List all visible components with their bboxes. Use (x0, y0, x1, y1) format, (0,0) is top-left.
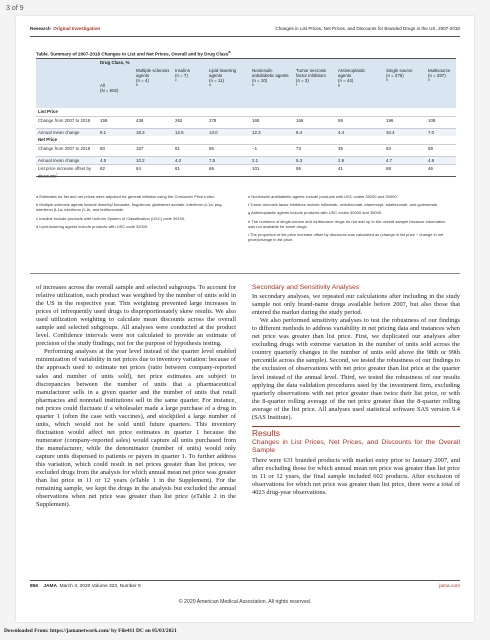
column-sample-size: (n = 287) (428, 73, 446, 78)
page-number: 856 (30, 584, 39, 589)
footnote: c Insulins include products with Uniform System of Classification (USC) code 39100. (36, 215, 186, 221)
column-footnote-marker: c (175, 78, 177, 82)
table-cell: 62 (100, 166, 105, 171)
row-label (38, 119, 98, 124)
table-cell: 59 (338, 118, 343, 123)
column-footnote-marker: g (338, 83, 340, 87)
body-paragraph: We also performed sensitivity analyses to test the robustness of our findings to different methods to address variability in net pricing data and instances when net price was greater than list price. First, we duplicated our analyses after excluding drugs with extreme variation in the number of units sold across the country quarterly changes in the number of units sold above the 98th or 99th percentile across the sample). Second, we tested the robustness of our findings to the exclusion of observations with net price greater than list price at the quarter level instead of the annual level. Third, we tested the robustness of our results applying the data validation procedures used by the investment firm, excluding quarterly observations with net price greater than twice their list price, or with the 8-quarter rolling average of the net price greater than the 8-quarter rolling average of the list price. All analyses used statistical software SAS version 9.4 (SAS Institute). (252, 317, 460, 421)
copyright-notice: © 2020 American Medical Association. All rights reserved. (178, 599, 312, 605)
column-name: Noninsulin antidiabetic agents (252, 68, 289, 78)
column-sample-size: (n = 4) (136, 78, 149, 83)
footnote: g Antineoplastic agents include products with USC codes 30000 and 35000. (248, 210, 383, 216)
row-label-text: Change from 2007 to 2018 (38, 118, 91, 123)
header-rule (30, 36, 460, 37)
table-body (36, 108, 456, 177)
table-cell: 159 (100, 118, 108, 123)
table-cell: 46 (428, 166, 433, 171)
footnote: i The proportion of list price increase offset by discounts was calculated as (change in list price − change in net price)/change in list price. (248, 232, 444, 243)
table-end-rule (36, 176, 456, 177)
body-column-right (252, 284, 460, 497)
section-label (30, 26, 100, 31)
table-cell: 2.9 (338, 158, 345, 163)
column-name: Insulins (175, 68, 190, 73)
table-cell: 59 (428, 146, 433, 151)
column-footnote-marker: b (136, 83, 138, 87)
table-cell: 4.4 (338, 130, 345, 135)
article-page (16, 16, 474, 622)
column-name: All (100, 83, 105, 88)
body-paragraph: Performing analyses at the year level instead of the quarter level enabled minimization of variability in net prices due to inventory variation: because of the approach used to estimate net prices (ratio between company-reported sales and number of units sold), net price estimates are subject to discrepancies between the number of units that a pharmaceutical manufacturer sells in a given quarter and the number of units that retail pharmacies and nonretail institutions sell in the same quarter. For instance, net prices could fluctuate if a wholesaler made a large purchase of a drug in quarter 1 (often the case with vaccines), and stockpiled a large number of units, which would not be sold until future quarters. This inventory fluctuation would affect net price estimates in quarter 1 because the numerator (company-reported sales) would capture all units purchased from the manufacturer, while the denominator (number of units) would only capture units dispensed to patients or payers in quarter 1. To further address this variation, which could result in net prices greater than list prices, we excluded drugs from the analysis for which annual mean net price was greater than list price in 11 or 12 years (eTable 1 in the Supplement). For the remaining sample, we kept the drugs in the analysis but excluded the annual observations when net price was greater than list price (eTable 2 in the Supplement). (36, 348, 237, 509)
table-cell: 12.3 (252, 130, 261, 135)
row-label-text: List price increase offset by discounts (38, 166, 92, 179)
table-cell: 56 (296, 166, 301, 171)
column-name: Tumor necrosis factor inhibitors (296, 68, 327, 78)
column-footnote-marker: e (252, 83, 254, 87)
running-title: Changes in List Prices, Net Prices, and Discounts for Branded Drugs in the US, 2007-2018 (275, 26, 460, 31)
table-title-footnote: a (228, 50, 231, 54)
column-footnote-marker: f (296, 83, 297, 87)
table-cell: 9.1 (100, 130, 107, 135)
column-sample-size: (n = 276) (386, 73, 404, 78)
table-row (36, 164, 456, 179)
table-section-label: List Price (36, 108, 456, 116)
table-row (36, 144, 456, 156)
table-cell: 262 (175, 118, 183, 123)
page-footer (30, 584, 460, 589)
column-name: Multiple sclerosis agents (136, 68, 170, 78)
table-cell: 81 (175, 166, 180, 171)
table-cell: 13.0 (209, 130, 218, 135)
section-type: Original Investigation (53, 26, 101, 31)
row-label (38, 147, 98, 152)
footnote: d Lipid-lowering agents include products with USC code 32000. (36, 223, 149, 229)
table-footnotes-right (248, 194, 448, 245)
table-cell: 10.2 (136, 158, 145, 163)
table-cell: 165 (252, 118, 260, 123)
table-cell: 60 (100, 146, 105, 151)
results-rule (252, 426, 460, 427)
footnote: h The numbers of single-source and multisource drugs do not add up to the overall sample because information was not available for some drugs. (248, 218, 446, 229)
column-sample-size: (N = 602) (100, 88, 119, 93)
column-header (209, 68, 249, 89)
table-column-header (36, 58, 456, 108)
footnote: e Noninsulin antidiabetic agents include products with USC codes 39200 and 39300. (248, 194, 398, 199)
table-cell: 4.5 (100, 158, 107, 163)
column-footnote-marker: d (209, 83, 211, 87)
table-cell: 41 (338, 166, 343, 171)
row-label (38, 131, 98, 136)
table-cell: 64 (136, 166, 141, 171)
group-header: Drug Class, % (100, 60, 130, 65)
table-cell: 73 (296, 146, 301, 151)
download-notice: Downloaded From: https://jamanetwork.com/ by File411 DC on 05/03/2021 (4, 628, 177, 634)
column-name: Multisource (428, 68, 451, 73)
body-paragraph: In secondary analyses, we repeated our calculations after including in the study sample not only brand-name drugs available before 2007, but also those that entered the market during the study period. (252, 293, 460, 317)
body-paragraph: There were 631 branded products with market entry prior to January 2007, and after excluding those for which annual mean net price was greater than list price in 11 or 12 years, the final sample included 602 products. After exclusion of observations for which net price was greater than list price, there were a total of 4023 drug-year observations. (252, 456, 460, 496)
table-cell: −1 (252, 146, 258, 151)
table-cell: 12.6 (175, 130, 184, 135)
column-name: Antineoplastic agents (338, 68, 366, 78)
column-name: Lipid-lowering agents (209, 68, 237, 78)
column-name: Single source (386, 68, 413, 73)
row-label-text: Change from 2007 to 2018 (38, 146, 91, 151)
table-cell: 196 (386, 118, 394, 123)
footer-citation (30, 584, 141, 589)
column-sample-size: (n = 44) (338, 78, 354, 83)
row-label-text: Annual mean change (38, 158, 80, 163)
table-section-label: Net Price (36, 136, 456, 144)
table-cell: 7.5 (209, 158, 216, 163)
column-footnote-marker: h (428, 78, 430, 82)
table-cell: 4.7 (386, 158, 393, 163)
table-title-text: Table. Summary of 2007-2018 Changes in List and Net Prices, Overall and by Drug Class (36, 51, 229, 57)
table-cell: 95 (209, 146, 214, 151)
table-cell: 35 (338, 146, 343, 151)
issue-info: March 3, 2020 Volume 323, Number 9 (59, 584, 141, 589)
secondary-analyses-text (252, 293, 460, 422)
table-cell: 66 (209, 166, 214, 171)
column-header (100, 83, 140, 93)
column-header (386, 68, 426, 84)
section-name: Research (30, 26, 51, 31)
column-header (428, 68, 468, 84)
journal-name: JAMA (43, 584, 57, 589)
heading-overall-sample: Changes in List Prices, Net Prices, and Discounts for the Overall Sample (252, 439, 460, 455)
column-sample-size: (n = 7) (175, 73, 188, 78)
journal-link[interactable]: jama.com (439, 584, 460, 589)
table-footnotes-left (36, 194, 236, 232)
body-column-left (36, 284, 236, 509)
running-header (30, 26, 460, 31)
table-row (36, 156, 456, 164)
table-cell: 109 (428, 118, 436, 123)
column-sample-size: (n = 11) (209, 78, 224, 83)
summary-table (36, 58, 456, 177)
footnote: a Estimates for list and net prices were adjusted for general inflation using the Consumer Price Index. (36, 194, 216, 199)
body-paragraph: of increases across the overall sample and selected subgroups. To account for relative utilization, each product was weighted by the number of units sold in the US in the respective year. This weighting prevented large increases in prices of infrequently used drugs to disproportionately skew results. We also used utilization weighting to calculate mean discounts across the overall sample and selected subgroups. All analyses were conducted at the product level. Confidence intervals were not calculated to provide an estimate of precision of the study findings, not for the purpose of hypothesis testing. (36, 284, 236, 348)
table-cell: 157 (136, 146, 144, 151)
column-header (252, 68, 292, 89)
table-cell: 101 (252, 166, 260, 171)
heading-results: Results (252, 428, 280, 439)
column-footnote-marker: h (386, 78, 388, 82)
table-cell: 166 (296, 118, 304, 123)
table-cell: 4.2 (175, 158, 182, 163)
column-sample-size: (n = 3) (296, 78, 309, 83)
footnote: f Tumor necrosis factor inhibitors include infliximab, certolizumab, etanercept, adalimumab, and golimumab. (248, 202, 439, 208)
overall-sample-text (252, 457, 460, 497)
table-cell: 51 (175, 146, 180, 151)
table-cell: 278 (209, 118, 217, 123)
table-cell: 63 (386, 146, 391, 151)
table-cell: 68 (386, 166, 391, 171)
row-label-text: Annual mean change (38, 130, 80, 135)
table-bottom-rule (30, 273, 460, 274)
table-cell: 10.4 (386, 130, 395, 135)
table-cell: 4.9 (428, 158, 435, 163)
table-cell: 439 (136, 118, 144, 123)
row-label (38, 167, 98, 179)
table-cell: 7.0 (428, 130, 435, 135)
table-row (36, 128, 456, 136)
heading-secondary-analyses: Secondary and Sensitivity Analyses (252, 284, 360, 291)
table-row (36, 116, 456, 128)
table-cell: 9.4 (296, 130, 303, 135)
column-sample-size: (n = 10) (252, 78, 268, 83)
column-header (136, 68, 176, 89)
column-header (338, 68, 378, 89)
table-cell: 2.1 (252, 158, 259, 163)
table-cell: 5.3 (296, 158, 303, 163)
row-footnote-marker: i (56, 171, 58, 176)
footer-rule (30, 580, 460, 581)
page-counter: 3 of 9 (6, 5, 24, 12)
table-title (36, 50, 231, 57)
table-cell: 18.3 (136, 130, 145, 135)
row-label (38, 159, 98, 164)
footnote: b Multiple sclerosis agents include dimethyl fumarate, fingolimod, glatiramer acetate, interferon β-1a, peg-interferon β-1a, interferon β-1b, and teriflunomide. (36, 202, 223, 213)
column-header (296, 68, 336, 89)
